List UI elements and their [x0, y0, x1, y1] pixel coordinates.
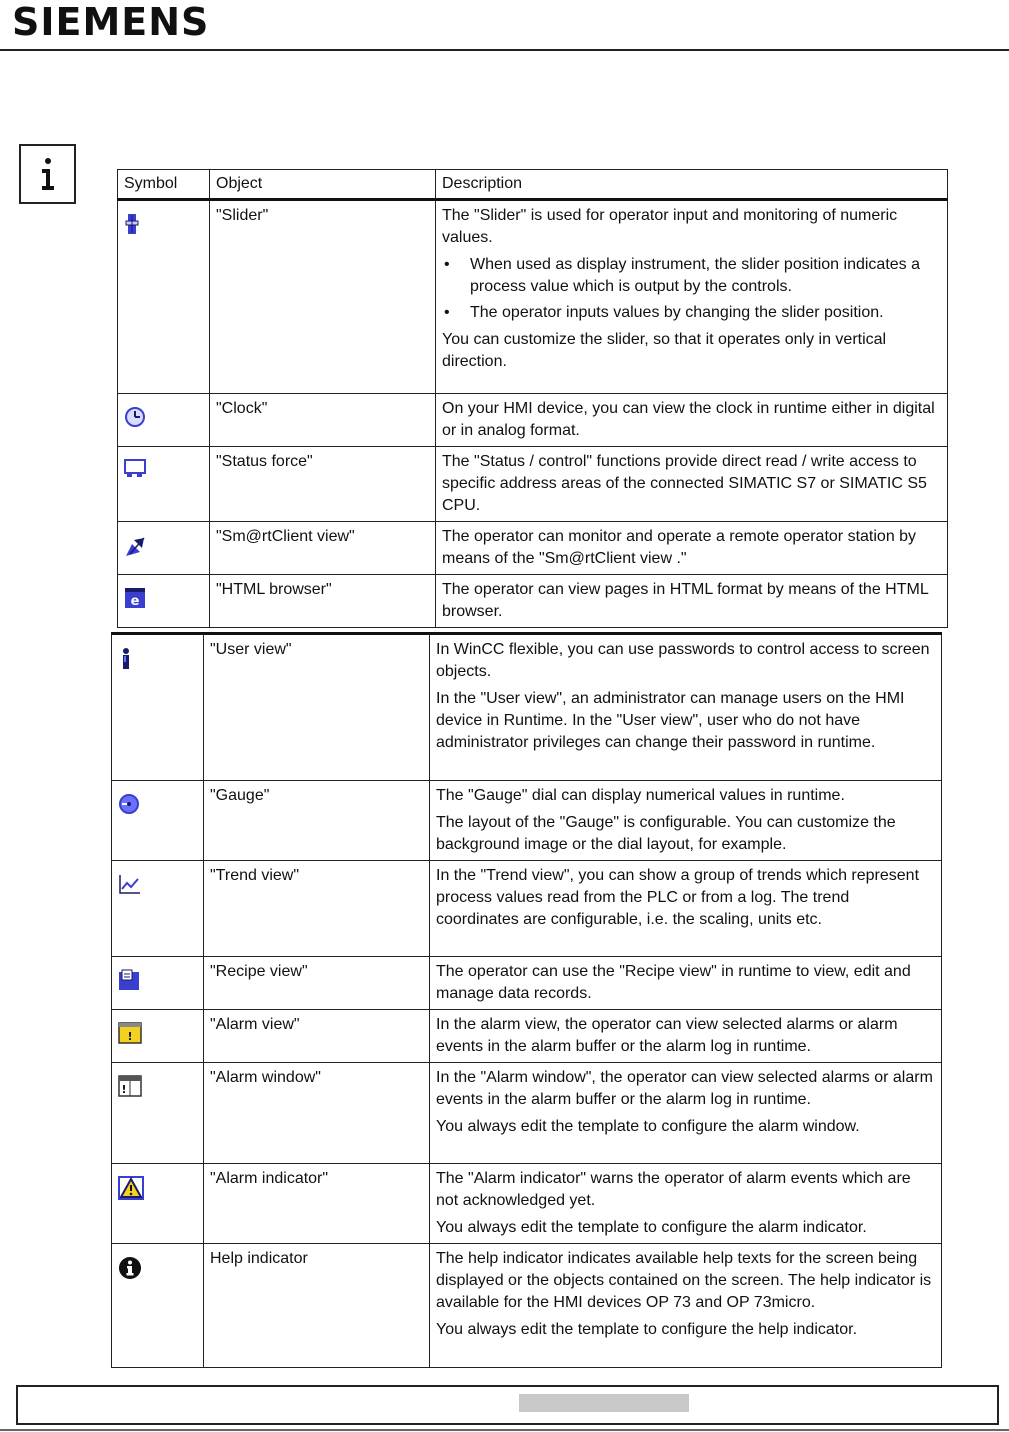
table-row	[112, 781, 942, 861]
description-bullet: • The operator inputs values by changing the slider position.	[442, 302, 941, 324]
header-symbol: Symbol	[118, 170, 210, 200]
slider-icon	[124, 213, 140, 235]
info-note-box	[19, 144, 76, 204]
description-text: The "Gauge" dial can display numerical values in runtime.	[436, 787, 845, 804]
description-cell	[436, 575, 948, 628]
description-text: You always edit the template to configure the help indicator.	[436, 1321, 858, 1338]
object-cell: "Recipe view"	[204, 957, 430, 1010]
table-row	[112, 861, 942, 957]
description-text: On your HMI device, you can view the clock in runtime either in digital or in analog format.	[442, 400, 935, 439]
gauge-icon	[118, 793, 140, 815]
table-row	[112, 1164, 942, 1244]
object-cell: "User view"	[204, 634, 430, 781]
object-cell: "Status force"	[210, 447, 436, 522]
header-rule	[0, 49, 1009, 51]
object-cell: "Slider"	[210, 200, 436, 394]
object-cell: Help indicator	[204, 1244, 430, 1368]
symbol-cell	[118, 447, 210, 522]
object-cell: "Gauge"	[204, 781, 430, 861]
object-cell: "Alarm window"	[204, 1063, 430, 1164]
description-cell	[430, 861, 942, 957]
status-force-icon	[124, 459, 146, 479]
description-text: In WinCC flexible, you can use passwords to control access to screen objects.	[436, 641, 930, 680]
description-bullet: • When used as display instrument, the slider position indicates a process value which is output by the controls.	[442, 254, 941, 298]
user-view-icon	[118, 647, 134, 671]
footer-box	[16, 1385, 999, 1425]
table-row	[118, 200, 948, 394]
table-row	[112, 1010, 942, 1063]
symbol-cell	[118, 394, 210, 447]
header-object: Object	[210, 170, 436, 200]
alarm-indicator-icon	[118, 1176, 144, 1200]
description-cell	[436, 200, 948, 394]
table-row	[118, 575, 948, 628]
symbol-cell	[112, 1164, 204, 1244]
siemens-logo: SIEMENS	[12, 0, 210, 44]
description-cell	[430, 1063, 942, 1164]
description-cell	[430, 957, 942, 1010]
symbol-cell	[112, 957, 204, 1010]
description-cell	[436, 394, 948, 447]
svg-text:!: !	[121, 1083, 127, 1096]
table-row	[112, 634, 942, 781]
symbol-cell	[112, 634, 204, 781]
objects-table-2	[111, 632, 942, 1368]
table-row	[112, 1244, 942, 1368]
object-cell: "Sm@rtClient view"	[210, 522, 436, 575]
description-text: The operator can view pages in HTML format by means of the HTML browser.	[442, 581, 929, 620]
symbol-cell	[112, 1063, 204, 1164]
description-cell	[436, 447, 948, 522]
description-text: The "Alarm indicator" warns the operator of alarm events which are not acknowledged yet.	[436, 1170, 911, 1209]
description-cell	[430, 1164, 942, 1244]
smartclient-icon	[124, 534, 148, 558]
object-cell: "Clock"	[210, 394, 436, 447]
description-cell	[430, 634, 942, 781]
footer-rule	[0, 1429, 1009, 1431]
symbol-cell	[112, 1244, 204, 1368]
svg-text:!: !	[127, 1030, 133, 1043]
description-cell	[430, 1244, 942, 1368]
symbol-cell	[112, 1010, 204, 1063]
table-row	[118, 522, 948, 575]
object-cell: "Alarm indicator"	[204, 1164, 430, 1244]
symbol-cell	[118, 522, 210, 575]
description-text: The layout of the "Gauge" is configurable. You can customize the background image or the dial layout, for example.	[436, 814, 896, 853]
help-indicator-icon	[118, 1256, 142, 1280]
alarm-window-icon	[118, 1075, 142, 1097]
description-text: The "Slider" is used for operator input and monitoring of numeric values.	[442, 207, 898, 246]
description-text: In the alarm view, the operator can view selected alarms or alarm events in the alarm buffer or the alarm log in runtime.	[436, 1016, 898, 1055]
table-row	[112, 1063, 942, 1164]
description-text: The operator can monitor and operate a remote operator station by means of the "Sm@rtClient view ."	[442, 528, 917, 567]
description-cell	[430, 781, 942, 861]
object-cell: "HTML browser"	[210, 575, 436, 628]
description-text: The operator can use the "Recipe view" in runtime to view, edit and manage data records.	[436, 963, 911, 1002]
description-text: You always edit the template to configure the alarm indicator.	[436, 1219, 867, 1236]
description-cell	[436, 522, 948, 575]
description-text: The help indicator indicates available help texts for the screen being displayed or the objects contained on the screen. The help indicator is available for the HMI devices OP 73 and OP 73micro.	[436, 1250, 932, 1311]
description-text: You can customize the slider, so that it operates only in vertical direction.	[442, 331, 887, 370]
clock-icon	[124, 406, 146, 428]
symbol-cell	[118, 200, 210, 394]
info-icon	[38, 156, 58, 192]
description-cell	[430, 1010, 942, 1063]
description-text: In the "Trend view", you can show a group of trends which represent process values read from the PLC or from a log. The trend coordinates are configurable, i.e. the scaling, units etc.	[436, 867, 920, 928]
table-row	[118, 394, 948, 447]
symbol-cell	[112, 861, 204, 957]
table-row	[112, 957, 942, 1010]
symbol-cell	[112, 781, 204, 861]
objects-table-1	[117, 169, 948, 628]
table-row	[118, 447, 948, 522]
svg-text:e: e	[130, 594, 140, 609]
header-description: Description	[436, 170, 948, 200]
html-browser-icon	[124, 587, 146, 609]
table-header-row	[118, 170, 948, 200]
symbol-cell	[118, 575, 210, 628]
trend-view-icon	[118, 873, 142, 895]
object-cell: "Alarm view"	[204, 1010, 430, 1063]
recipe-view-icon	[118, 969, 140, 991]
description-text: In the "Alarm window", the operator can view selected alarms or alarm events in the alarm buffer or the alarm log in runtime.	[436, 1069, 933, 1108]
object-cell: "Trend view"	[204, 861, 430, 957]
description-text: You always edit the template to configure the alarm window.	[436, 1118, 860, 1135]
footer-redacted-bar	[519, 1394, 689, 1412]
description-text: The "Status / control" functions provide direct read / write access to specific address areas of the connected SIMATIC S7 or SIMATIC S5 CPU.	[442, 453, 927, 514]
alarm-view-icon	[118, 1022, 142, 1044]
description-text: In the "User view", an administrator can manage users on the HMI device in Runtime. In the "User view", user who do not have administrator privileges can change their password in runtime.	[436, 690, 905, 751]
